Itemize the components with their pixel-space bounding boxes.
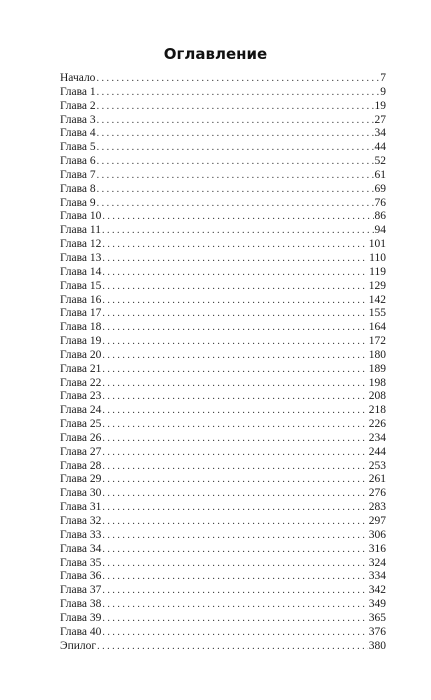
toc-entry-label: Глава 27 xyxy=(60,445,102,458)
toc-dot-leader xyxy=(102,570,367,584)
toc-entry-page-number: 365 xyxy=(368,611,386,624)
toc-entry-label: Глава 21 xyxy=(60,362,102,375)
toc-dot-leader xyxy=(102,307,367,321)
toc-entry[interactable] xyxy=(60,515,386,529)
toc-entry[interactable] xyxy=(60,114,386,128)
toc-entry[interactable] xyxy=(60,238,386,252)
toc-entry-page-number: 208 xyxy=(368,390,386,403)
toc-entry-label: Глава 22 xyxy=(60,376,102,389)
toc-entry-page-number: 189 xyxy=(368,362,386,375)
toc-entry[interactable] xyxy=(60,404,386,418)
toc-dot-leader xyxy=(96,72,379,86)
toc-entry[interactable] xyxy=(60,418,386,432)
toc-entry-label: Глава 16 xyxy=(60,293,102,306)
toc-entry-label: Глава 24 xyxy=(60,404,102,417)
toc-entry[interactable] xyxy=(60,127,386,141)
toc-entry-page-number: 9 xyxy=(380,85,386,98)
toc-dot-leader xyxy=(102,280,367,294)
toc-entry-page-number: 297 xyxy=(368,515,386,527)
toc-entry[interactable] xyxy=(60,570,386,584)
toc-dot-leader xyxy=(102,543,367,557)
toc-entry[interactable] xyxy=(60,363,386,377)
toc-dot-leader xyxy=(97,141,374,155)
toc-dot-leader xyxy=(97,640,368,654)
toc-dot-leader xyxy=(102,321,367,335)
toc-dot-leader xyxy=(97,100,374,114)
toc-entry-label: Глава 23 xyxy=(60,390,102,403)
toc-entry-label: Глава 39 xyxy=(60,611,102,624)
toc-entry-page-number: 155 xyxy=(368,307,386,320)
toc-entry-label: Эпилог xyxy=(60,639,97,652)
toc-entry-label: Глава 40 xyxy=(60,625,102,638)
toc-dot-leader xyxy=(102,584,367,598)
toc-entry-label: Глава 31 xyxy=(60,501,102,514)
toc-entry-page-number: 218 xyxy=(368,404,386,417)
toc-entry-label: Глава 3 xyxy=(60,113,96,126)
toc-dot-leader xyxy=(97,114,374,128)
toc-dot-leader xyxy=(102,473,367,487)
toc-entry[interactable] xyxy=(60,529,386,543)
toc-entry[interactable] xyxy=(60,155,386,169)
toc-entry-label: Глава 1 xyxy=(60,85,96,98)
toc-dot-leader xyxy=(102,238,367,252)
toc-entry-page-number: 180 xyxy=(368,348,386,361)
toc-entry-page-number: 86 xyxy=(374,210,386,223)
toc-entry[interactable] xyxy=(60,266,386,280)
toc-dot-leader xyxy=(102,404,367,418)
toc-dot-leader xyxy=(102,626,367,640)
toc-entry-page-number: 380 xyxy=(368,639,386,652)
toc-entry-label: Глава 17 xyxy=(60,307,102,320)
toc-entry-label: Глава 9 xyxy=(60,196,96,209)
toc-entry-page-number: 283 xyxy=(368,501,386,514)
toc-entry-page-number: 376 xyxy=(368,625,386,638)
toc-entry-label: Глава 13 xyxy=(60,251,102,264)
toc-entry-label: Глава 14 xyxy=(60,265,102,278)
table-of-contents xyxy=(60,72,386,653)
toc-entry[interactable] xyxy=(60,612,386,626)
toc-entry-label: Глава 8 xyxy=(60,182,96,195)
toc-entry[interactable] xyxy=(60,183,386,197)
toc-entry[interactable] xyxy=(60,141,386,155)
toc-dot-leader xyxy=(102,557,367,571)
toc-entry[interactable] xyxy=(60,210,386,224)
toc-entry[interactable] xyxy=(60,377,386,391)
toc-dot-leader xyxy=(102,294,367,308)
toc-entry[interactable] xyxy=(60,487,386,501)
toc-entry-page-number: 253 xyxy=(368,459,386,472)
toc-entry-label: Глава 10 xyxy=(60,210,102,223)
toc-entry-label: Глава 7 xyxy=(60,168,96,181)
toc-entry-page-number: 342 xyxy=(368,584,386,597)
toc-entry-label: Глава 37 xyxy=(60,584,102,597)
toc-dot-leader xyxy=(97,155,374,169)
toc-dot-leader xyxy=(102,210,373,224)
toc-entry-page-number: 316 xyxy=(368,542,386,555)
toc-entry-page-number: 234 xyxy=(368,431,386,444)
toc-entry-label: Глава 15 xyxy=(60,279,102,292)
toc-entry-label: Глава 32 xyxy=(60,515,102,527)
toc-entry-label: Глава 35 xyxy=(60,556,102,569)
toc-entry-page-number: 198 xyxy=(368,376,386,389)
toc-dot-leader xyxy=(102,335,367,349)
toc-dot-leader xyxy=(102,487,367,501)
toc-entry-label: Глава 12 xyxy=(60,238,102,251)
toc-entry-label: Глава 33 xyxy=(60,528,102,541)
toc-entry-page-number: 334 xyxy=(368,570,386,583)
toc-entry[interactable] xyxy=(60,197,386,211)
toc-dot-leader xyxy=(97,183,374,197)
toc-dot-leader xyxy=(102,612,367,626)
toc-entry-label: Глава 19 xyxy=(60,335,102,348)
toc-entry[interactable] xyxy=(60,224,386,238)
toc-entry-label: Глава 6 xyxy=(60,155,96,168)
toc-entry-label: Глава 5 xyxy=(60,141,96,154)
toc-dot-leader xyxy=(97,86,380,100)
toc-entry-page-number: 226 xyxy=(368,418,386,431)
toc-entry-label: Начало xyxy=(60,72,96,84)
toc-entry[interactable] xyxy=(60,169,386,183)
toc-entry-page-number: 27 xyxy=(374,113,386,126)
toc-dot-leader xyxy=(102,349,367,363)
toc-entry[interactable] xyxy=(60,307,386,321)
toc-dot-leader xyxy=(102,515,367,529)
toc-dot-leader xyxy=(102,432,367,446)
toc-entry[interactable] xyxy=(60,626,386,640)
toc-entry-label: Глава 25 xyxy=(60,418,102,431)
toc-entry-page-number: 76 xyxy=(374,196,386,209)
toc-dot-leader xyxy=(102,252,368,266)
toc-entry[interactable] xyxy=(60,349,386,363)
toc-entry[interactable] xyxy=(60,390,386,404)
toc-entry-page-number: 244 xyxy=(368,445,386,458)
toc-entry[interactable] xyxy=(60,72,386,86)
toc-dot-leader xyxy=(102,446,367,460)
toc-entry-page-number: 261 xyxy=(368,473,386,486)
toc-entry-page-number: 276 xyxy=(368,487,386,500)
toc-entry[interactable] xyxy=(60,321,386,335)
toc-dot-leader xyxy=(102,377,367,391)
toc-entry-page-number: 44 xyxy=(374,141,386,154)
toc-dot-leader xyxy=(102,266,368,280)
toc-entry-page-number: 94 xyxy=(374,224,386,237)
toc-entry[interactable] xyxy=(60,335,386,349)
toc-dot-leader xyxy=(102,224,374,238)
toc-entry[interactable] xyxy=(60,294,386,308)
toc-entry[interactable] xyxy=(60,598,386,612)
toc-entry-page-number: 7 xyxy=(380,72,386,84)
toc-entry[interactable] xyxy=(60,543,386,557)
toc-entry[interactable] xyxy=(60,473,386,487)
toc-entry-page-number: 306 xyxy=(368,528,386,541)
toc-entry[interactable] xyxy=(60,460,386,474)
toc-entry-label: Глава 28 xyxy=(60,459,102,472)
toc-entry-label: Глава 20 xyxy=(60,348,102,361)
toc-entry-label: Глава 18 xyxy=(60,321,102,334)
toc-entry[interactable] xyxy=(60,432,386,446)
toc-dot-leader xyxy=(97,127,374,141)
toc-entry-label: Глава 38 xyxy=(60,598,102,611)
toc-entry-page-number: 61 xyxy=(374,168,386,181)
toc-entry-label: Глава 2 xyxy=(60,99,96,112)
toc-entry-page-number: 349 xyxy=(368,598,386,611)
toc-entry-page-number: 110 xyxy=(369,251,386,264)
toc-dot-leader xyxy=(102,390,367,404)
toc-entry-label: Глава 26 xyxy=(60,431,102,444)
toc-entry-label: Глава 29 xyxy=(60,473,102,486)
toc-entry-label: Глава 34 xyxy=(60,542,102,555)
toc-entry-page-number: 52 xyxy=(374,155,386,168)
toc-entry-page-number: 101 xyxy=(368,238,386,251)
toc-entry-page-number: 324 xyxy=(368,556,386,569)
toc-entry-label: Глава 11 xyxy=(60,224,101,237)
toc-entry-page-number: 69 xyxy=(374,182,386,195)
toc-entry[interactable] xyxy=(60,640,386,654)
toc-entry-label: Глава 36 xyxy=(60,570,102,583)
toc-entry-page-number: 129 xyxy=(368,279,386,292)
toc-entry[interactable] xyxy=(60,280,386,294)
toc-entry-page-number: 164 xyxy=(368,321,386,334)
toc-dot-leader xyxy=(102,598,367,612)
toc-entry-label: Глава 30 xyxy=(60,487,102,500)
toc-entry-page-number: 142 xyxy=(368,293,386,306)
toc-dot-leader xyxy=(97,197,374,211)
toc-entry[interactable] xyxy=(60,501,386,515)
page-title: Оглавление xyxy=(163,45,268,63)
toc-entry-label: Глава 4 xyxy=(60,127,96,140)
toc-dot-leader xyxy=(97,169,374,183)
toc-dot-leader xyxy=(102,418,367,432)
toc-entry[interactable] xyxy=(60,446,386,460)
toc-entry-page-number: 119 xyxy=(369,265,386,278)
toc-entry[interactable] xyxy=(60,100,386,114)
toc-entry[interactable] xyxy=(60,557,386,571)
toc-entry[interactable] xyxy=(60,86,386,100)
toc-dot-leader xyxy=(102,529,367,543)
toc-entry[interactable] xyxy=(60,252,386,266)
toc-entry-page-number: 34 xyxy=(374,127,386,140)
toc-entry[interactable] xyxy=(60,584,386,598)
toc-entry-page-number: 172 xyxy=(368,335,386,348)
toc-dot-leader xyxy=(102,363,367,377)
toc-entry-page-number: 19 xyxy=(374,99,386,112)
toc-dot-leader xyxy=(102,501,367,515)
toc-dot-leader xyxy=(102,460,367,474)
